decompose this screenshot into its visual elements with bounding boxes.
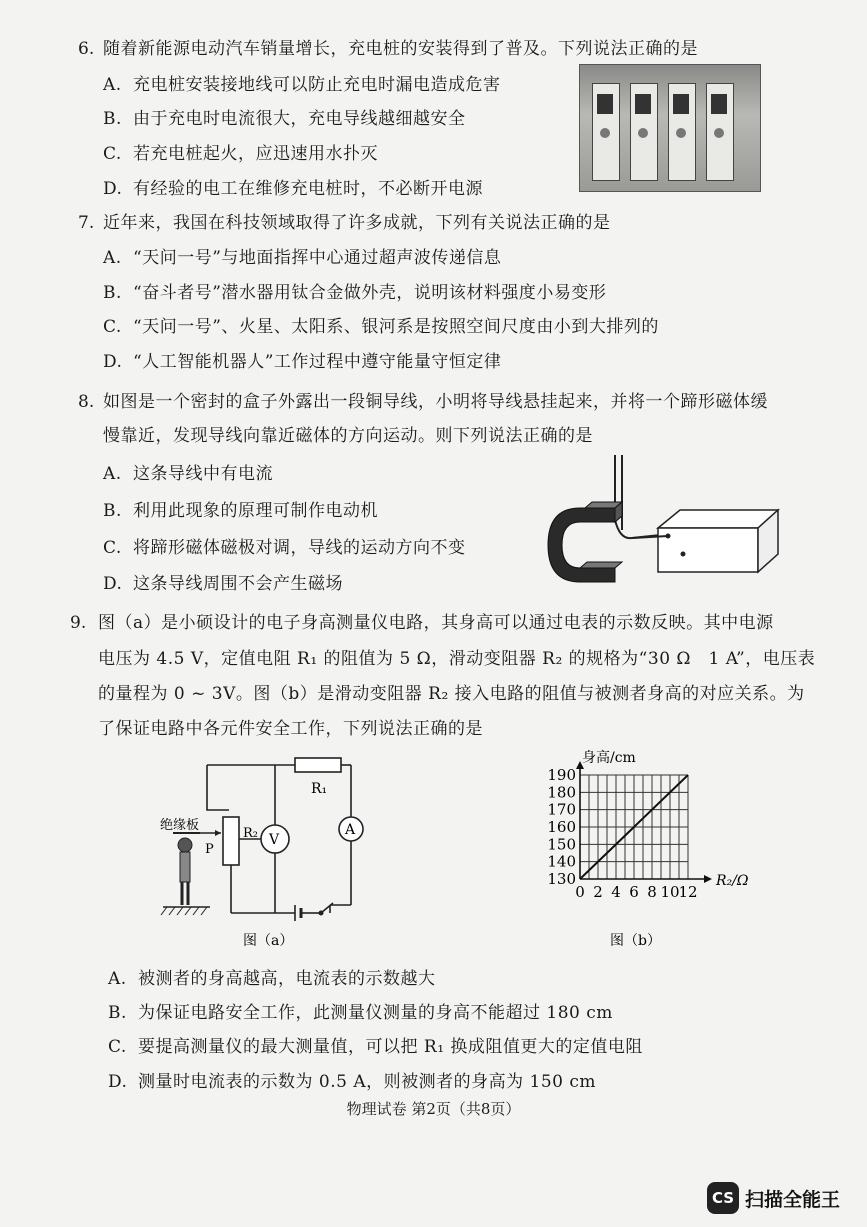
- page-footer: 物理试卷 第2页（共8页）: [346, 1100, 521, 1118]
- figure-b-caption: 图（b）: [610, 933, 661, 949]
- q8-option-a[interactable]: A. 这条导线中有电流: [103, 464, 273, 484]
- q8-option-c[interactable]: C. 将蹄形磁体磁极对调，导线的运动方向不变: [103, 538, 466, 558]
- x-tick-label: 8: [647, 883, 657, 901]
- q9-option-b[interactable]: B. 为保证电路安全工作，此测量仪测量的身高不能超过 180 cm: [108, 1003, 613, 1023]
- chart-grid: [576, 761, 712, 883]
- sealed-box: [632, 510, 778, 572]
- q6-option-b[interactable]: B. 由于充电时电流很大，充电导线越细越安全: [103, 109, 466, 129]
- q7-option-d[interactable]: D. “人工智能机器人”工作过程中遵守能量守恒定律: [103, 352, 502, 372]
- height-resistance-chart: [530, 745, 770, 955]
- q7-option-c[interactable]: C. “天问一号”、火星、太阳系、银河系是按照空间尺度由小到大排列的: [103, 317, 659, 337]
- ammeter-label: A: [345, 822, 356, 838]
- charger-unit: [630, 83, 658, 181]
- chart-xlabel: R₂/Ω: [716, 873, 749, 889]
- q8-number: 8.: [78, 392, 95, 412]
- x-axis-arrow: [704, 875, 712, 883]
- r1-label: R₁: [311, 781, 328, 797]
- y-tick-label: 140: [547, 852, 576, 871]
- q9-option-c[interactable]: C. 要提高测量仪的最大测量值，可以把 R₁ 换成阻值更大的定值电阻: [108, 1037, 643, 1057]
- figure-a-caption: 图（a）: [243, 933, 294, 949]
- x-tick-label: 2: [593, 883, 603, 901]
- scanner-badge: [707, 1182, 840, 1214]
- resistor-r1: [295, 758, 341, 772]
- x-tick-label: 12: [678, 883, 698, 901]
- q6-option-d[interactable]: D. 有经验的电工在维修充电桩时，不必断开电源: [103, 179, 483, 199]
- q6-number: 6.: [78, 39, 95, 59]
- x-tick-label: 0: [575, 883, 585, 901]
- q6-option-a[interactable]: A. 充电桩安装接地线可以防止充电时漏电造成危害: [103, 75, 501, 95]
- charger-unit: [706, 83, 734, 181]
- q8-stem-line2: 慢靠近，发现导线向靠近磁体的方向运动。则下列说法正确的是: [103, 426, 593, 446]
- y-tick-label: 150: [547, 835, 576, 854]
- charger-unit: [592, 83, 620, 181]
- p-label: P: [205, 842, 214, 857]
- q6-stem: 随着新能源电动汽车销量增长，充电桩的安装得到了普及。下列说法正确的是: [103, 39, 698, 59]
- x-tick-label: 4: [611, 883, 621, 901]
- q9-stem-line4: 了保证电路中各元件安全工作，下列说法正确的是: [98, 719, 483, 739]
- y-tick-label: 190: [547, 766, 576, 784]
- q7-option-a[interactable]: A. “天问一号”与地面指挥中心通过超声波传递信息: [103, 248, 502, 268]
- x-tick-label: 6: [629, 883, 639, 901]
- y-tick-label: 130: [547, 870, 576, 888]
- horseshoe-magnet: [548, 502, 622, 582]
- q6-option-c[interactable]: C. 若充电桩起火，应迅速用水扑灭: [103, 144, 378, 164]
- wire-top-left: [207, 765, 229, 810]
- charger-unit: [668, 83, 696, 181]
- chart-ylabel: 身高/cm: [582, 750, 636, 766]
- q8-option-b[interactable]: B. 利用此现象的原理可制作电动机: [103, 501, 378, 521]
- voltmeter-label: V: [269, 832, 280, 848]
- y-tick-label: 180: [547, 783, 576, 802]
- q8-stem-line1: 如图是一个密封的盒子外露出一段铜导线，小明将导线悬挂起来，并将一个蹄形磁体缓: [103, 392, 768, 412]
- charging-station-photo: [579, 64, 761, 192]
- q8-option-d[interactable]: D. 这条导线周围不会产生磁场: [103, 574, 343, 594]
- scanner-badge-text: 扫描全能王: [745, 1188, 841, 1211]
- circuit-diagram-a: [155, 755, 375, 955]
- q7-stem: 近年来，我国在科技领域取得了许多成就，下列有关说法正确的是: [103, 213, 611, 233]
- q9-option-d[interactable]: D. 测量时电流表的示数为 0.5 A，则被测者的身高为 150 cm: [108, 1072, 597, 1092]
- person-figure: [178, 838, 192, 905]
- q9-stem-line3: 的量程为 0 ~ 3V。图（b）是滑动变阻器 R₂ 接入电路的阻值与被测者身高的对应关系。为: [98, 684, 805, 704]
- magnet-wire-box-figure: [540, 450, 790, 590]
- y-tick-label: 160: [547, 818, 576, 836]
- q9-stem-line2: 电压为 4.5 V，定值电阻 R₁ 的阻值为 5 Ω，滑动变阻器 R₂ 的规格为“30 Ω 1 A”，电压表: [98, 649, 816, 669]
- q7-number: 7.: [78, 213, 95, 233]
- r2-label: R₂: [243, 826, 258, 841]
- camscanner-icon: CS: [707, 1182, 739, 1214]
- q9-number: 9.: [70, 613, 87, 633]
- resistor-r2: [223, 817, 239, 865]
- q9-option-a[interactable]: A. 被测者的身高越高，电流表的示数越大: [108, 969, 436, 989]
- insulating-board-label: 绝缘板: [160, 818, 200, 833]
- q9-stem-line1: 图（a）是小硕设计的电子身高测量仪电路，其身高可以通过电表的示数反映。其中电源: [98, 613, 774, 633]
- x-tick-label: 10: [660, 883, 680, 901]
- q7-option-b[interactable]: B. “奋斗者号”潜水器用钛合金做外壳，说明该材料强度小易变形: [103, 283, 607, 303]
- y-tick-label: 170: [547, 800, 576, 819]
